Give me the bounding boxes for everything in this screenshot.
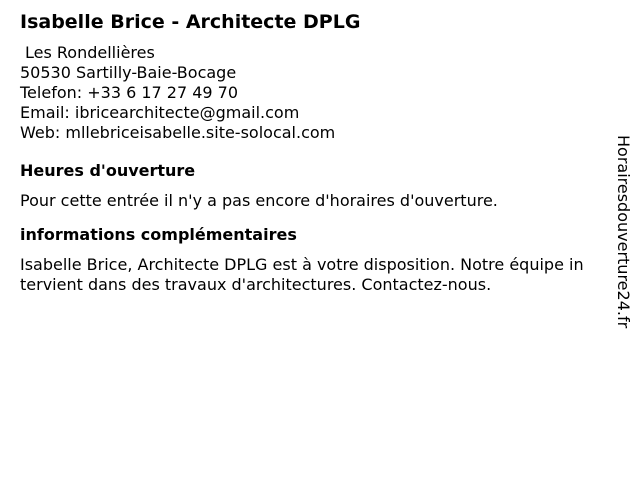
address-city: 50530 Sartilly-Baie-Bocage xyxy=(20,63,237,82)
additional-info-heading: informations complémentaires xyxy=(20,225,297,244)
opening-hours-text: Pour cette entrée il n'y a pas encore d'horaires d'ouverture. xyxy=(20,191,498,210)
website-text: Web: mllebriceisabelle.site-solocal.com xyxy=(20,123,336,142)
address-street: Les Rondellières xyxy=(25,43,155,62)
opening-hours-heading: Heures d'ouverture xyxy=(20,161,196,180)
email-text: Email: ibricearchitecte@gmail.com xyxy=(20,103,300,122)
business-name: Isabelle Brice - Architecte DPLG xyxy=(20,11,361,33)
additional-info-text: Isabelle Brice, Architecte DPLG est à votre disposition. Notre équipe intervient dans des travaux d'architectures. Contactez-nous. xyxy=(20,255,584,294)
business-entry xyxy=(20,10,600,295)
address-block xyxy=(20,43,600,143)
site-watermark: Horairesdouverture24.fr xyxy=(614,135,633,329)
phone-text: Telefon: +33 6 17 27 49 70 xyxy=(20,83,239,102)
